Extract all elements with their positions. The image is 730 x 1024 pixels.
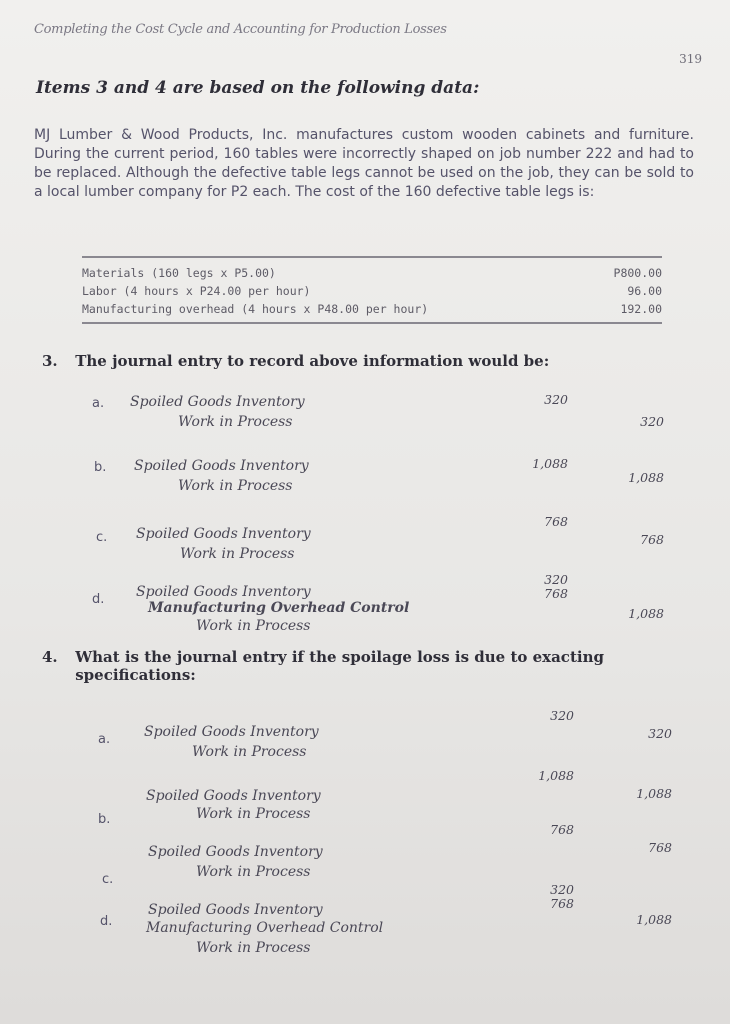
option-letter: d. xyxy=(92,592,105,607)
cost-label: Materials (160 legs x P5.00) xyxy=(82,266,276,280)
credit-amount: 768 xyxy=(648,840,672,855)
items-heading: Items 3 and 4 are based on the following data: xyxy=(36,78,480,98)
q4-option-d xyxy=(0,880,730,970)
option-letter: a. xyxy=(92,396,105,411)
option-letter: d. xyxy=(100,914,113,929)
option-letter: a. xyxy=(98,732,111,747)
credit-amount: 320 xyxy=(640,414,664,429)
page-header xyxy=(22,18,702,66)
debit-amount: 768 xyxy=(544,514,568,529)
q4-option-a xyxy=(0,708,730,768)
credit-amount: 1,088 xyxy=(636,912,672,927)
option-letter: b. xyxy=(94,460,107,475)
cost-row xyxy=(82,282,662,300)
debit-amount: 320 xyxy=(544,392,568,407)
debit-account: Spoiled Goods Inventory xyxy=(148,844,323,860)
credit-account: Work in Process xyxy=(196,806,311,822)
credit-account: Work in Process xyxy=(180,546,295,562)
credit-account: Work in Process xyxy=(196,864,311,880)
cost-row xyxy=(82,300,662,318)
debit-amount: 320 xyxy=(550,708,574,723)
cost-table xyxy=(82,256,662,324)
q3-option-a xyxy=(0,392,730,452)
debit-account: Manufacturing Overhead Control xyxy=(148,600,410,616)
debit-account: Spoiled Goods Inventory xyxy=(130,394,305,410)
cost-amount: P800.00 xyxy=(613,266,662,280)
question-text: The journal entry to record above information would be: xyxy=(75,352,550,370)
credit-amount: 1,088 xyxy=(636,786,672,801)
debit-account: Manufacturing Overhead Control xyxy=(146,920,384,936)
problem-paragraph: MJ Lumber & Wood Products, Inc. manufactures custom wooden cabinets and furniture. During the current period, 160 tables were incorrectly shaped on job number 222 and had to be replaced. Although the defective table legs cannot be used on the job, they can be sold to a local lumber company for P2 each. The cost of the 160 defective table legs is: xyxy=(34,127,694,200)
credit-account: Work in Process xyxy=(192,744,307,760)
debit-amount: 768 xyxy=(544,586,568,601)
debit-account: Spoiled Goods Inventory xyxy=(144,724,319,740)
credit-account: Work in Process xyxy=(196,940,311,956)
debit-amount: 320 xyxy=(550,882,574,897)
q4-option-b xyxy=(0,768,730,828)
credit-account: Work in Process xyxy=(196,618,311,634)
question-3 xyxy=(42,352,549,370)
credit-amount: 768 xyxy=(640,532,664,547)
cost-row xyxy=(82,264,662,282)
debit-amount: 1,088 xyxy=(538,768,574,783)
credit-amount: 1,088 xyxy=(628,470,664,485)
option-letter: c. xyxy=(96,530,108,545)
question-number: 3. xyxy=(42,352,58,370)
debit-amount: 768 xyxy=(550,822,574,837)
debit-account: Spoiled Goods Inventory xyxy=(146,788,321,804)
cost-label: Labor (4 hours x P24.00 per hour) xyxy=(82,284,311,298)
question-4 xyxy=(42,648,715,684)
option-letter: c. xyxy=(102,872,114,887)
debit-account: Spoiled Goods Inventory xyxy=(136,526,311,542)
running-head: Completing the Cost Cycle and Accounting for Production Losses xyxy=(34,22,447,37)
page-number: 319 xyxy=(679,52,702,66)
q4-option-c xyxy=(0,822,730,887)
q3-option-b xyxy=(0,456,730,516)
cost-amount: 96.00 xyxy=(627,284,662,298)
debit-amount: 768 xyxy=(550,896,574,911)
question-text: What is the journal entry if the spoilage loss is due to exacting specifications: xyxy=(75,648,604,684)
credit-account: Work in Process xyxy=(178,414,293,430)
cost-label: Manufacturing overhead (4 hours x P48.00 per hour) xyxy=(82,302,429,316)
question-number: 4. xyxy=(42,648,58,666)
credit-amount: 320 xyxy=(648,726,672,741)
debit-amount: 1,088 xyxy=(532,456,568,471)
option-letter: b. xyxy=(98,812,111,827)
debit-amount: 320 xyxy=(544,572,568,587)
q3-option-c xyxy=(0,514,730,574)
credit-account: Work in Process xyxy=(178,478,293,494)
debit-account: Spoiled Goods Inventory xyxy=(136,584,311,600)
q3-option-d xyxy=(0,572,730,642)
cost-amount: 192.00 xyxy=(620,302,662,316)
credit-amount: 1,088 xyxy=(628,606,664,621)
debit-account: Spoiled Goods Inventory xyxy=(148,902,323,918)
debit-account: Spoiled Goods Inventory xyxy=(134,458,309,474)
